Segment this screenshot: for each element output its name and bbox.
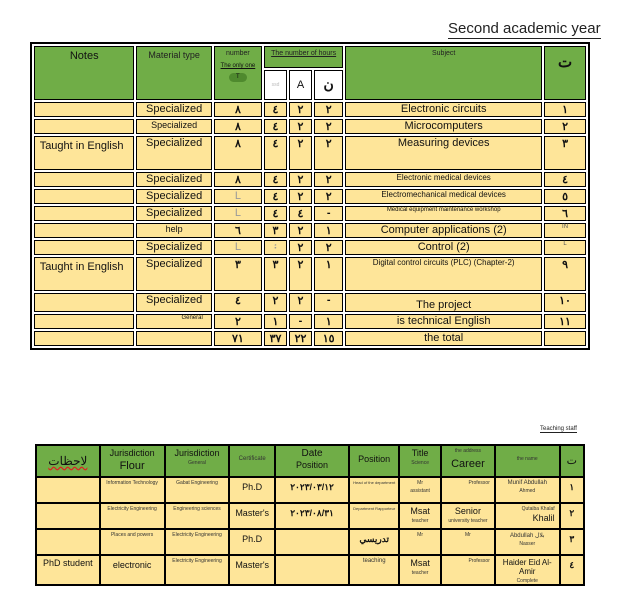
table-row — [34, 223, 586, 238]
row-type: Specialized — [136, 119, 211, 134]
row-hours-n: ١ — [314, 314, 343, 329]
row-hours-a: - — [289, 314, 312, 329]
row-hours-total: ٤ — [264, 102, 287, 117]
header-date: Date Position — [275, 445, 349, 477]
total-units: ٧١ — [214, 331, 262, 346]
header-certificate: Certificate — [229, 445, 274, 477]
header-index: ت — [544, 46, 586, 100]
row-hours-total: ٤ — [264, 172, 287, 187]
table-row — [36, 503, 584, 529]
row-index: ١١ — [544, 314, 586, 329]
row-type: Specialized — [136, 257, 211, 291]
row-notes — [34, 314, 134, 329]
row-type: Specialized — [136, 240, 211, 255]
row-hours-total: ١ — [264, 314, 287, 329]
row-hours-total: ٤ — [264, 189, 287, 204]
row-name-sub: Nasser — [519, 541, 536, 547]
row-subject: Computer applications (2) — [345, 223, 542, 238]
total-hours-total: ٣٧ — [264, 331, 287, 346]
row-hours-a: ٢ — [289, 119, 312, 134]
row-hours-a: ٢ — [289, 223, 312, 238]
header-position: Position — [349, 445, 399, 477]
row-type: Specialized — [136, 189, 211, 204]
row-index: ٦ — [544, 206, 586, 221]
row-title-sub: teacher — [411, 570, 429, 576]
row-subject: Medical equipment maintenance workshop — [345, 206, 542, 221]
row-type: help — [136, 223, 211, 238]
row-jurisdiction-general: Gabat Engineering — [176, 480, 218, 486]
row-jurisdiction-flour: Electricity Engineering — [107, 506, 157, 512]
row-index: ١٠ — [544, 293, 586, 312]
row-units: ٨ — [214, 102, 262, 117]
row-index: ٢ — [544, 119, 586, 134]
row-position: teaching — [362, 558, 386, 564]
row-date: ٢٠٢٣/٠٣/١٢ — [290, 482, 334, 492]
row-index: ٣ — [569, 534, 575, 544]
row-type: Specialized — [136, 102, 211, 117]
row-type: Specialized — [136, 206, 211, 221]
table-row — [34, 119, 586, 134]
row-certificate: Ph.D — [242, 482, 263, 492]
teaching-staff-table — [35, 444, 585, 586]
row-title: Msat — [410, 506, 430, 516]
row-hours-n: ١ — [314, 223, 343, 238]
row-units: L — [214, 206, 262, 221]
row-units: ٨ — [214, 172, 262, 187]
row-jurisdiction-general: Electricity Engineering — [172, 532, 222, 538]
row-name-sub: Ahmed — [519, 488, 536, 494]
table-row — [34, 240, 586, 255]
page-title: Second academic year — [448, 20, 601, 37]
row-notes — [36, 529, 100, 555]
row-notes — [34, 223, 134, 238]
total-index — [544, 331, 586, 346]
row-units: ٣ — [214, 257, 262, 291]
row-name-sub: Complete — [516, 578, 538, 584]
row-index: ٥ — [544, 189, 586, 204]
row-jurisdiction-flour: electronic — [112, 560, 152, 570]
table-row — [36, 555, 584, 585]
header-subject: Subject — [345, 46, 542, 100]
row-hours-total: ٤ — [264, 136, 287, 170]
row-index: ١ — [569, 482, 575, 492]
row-subject: Electronic medical devices — [345, 172, 542, 187]
row-subject: Measuring devices — [345, 136, 542, 170]
row-certificate: Master's — [235, 508, 270, 518]
row-subject: The project — [345, 293, 542, 312]
row-hours-a: ٢ — [289, 189, 312, 204]
header-notes: لاحظات — [36, 445, 100, 477]
row-jurisdiction-flour: Places and powers — [110, 532, 154, 538]
row-certificate: Ph.D — [242, 534, 263, 544]
row-hours-total: ٤ — [264, 119, 287, 134]
table-row — [34, 189, 586, 204]
header-notes: Notes — [34, 46, 134, 100]
row-certificate: Master's — [235, 560, 270, 570]
total-type — [136, 331, 211, 346]
table-row — [34, 314, 586, 329]
row-hours-total: ፡ — [264, 240, 287, 255]
row-units: ٨ — [214, 119, 262, 134]
row-date — [276, 530, 348, 534]
row-title-sub: teacher — [411, 518, 429, 524]
row-position: تدريسي — [359, 534, 389, 544]
row-type: General — [136, 314, 211, 329]
row-hours-total: ٤ — [264, 206, 287, 221]
total-hours-a: ٢٢ — [289, 331, 312, 346]
row-subject: Microcomputers — [345, 119, 542, 134]
row-index: ٣ — [544, 136, 586, 170]
row-units: ٢ — [214, 314, 262, 329]
row-index: IN — [544, 223, 586, 238]
row-name: Qutaiba Khalaf — [521, 506, 555, 512]
row-hours-total: ٣ — [264, 257, 287, 291]
row-notes — [34, 189, 134, 204]
row-units: ٨ — [214, 136, 262, 170]
header-hours-a: A — [289, 70, 312, 100]
row-notes — [34, 206, 134, 221]
header-hours: The number of hours — [264, 46, 343, 68]
table-row — [34, 257, 586, 291]
table-row — [34, 172, 586, 187]
row-title: Mr — [417, 532, 424, 538]
total-notes — [34, 331, 134, 346]
table-row — [34, 102, 586, 117]
row-notes — [34, 102, 134, 117]
row-subject: Digital control circuits (PLC) (Chapter-2) — [345, 257, 542, 291]
header-hours-total: ssd — [264, 70, 287, 100]
row-date — [276, 556, 348, 560]
row-index: ١ — [544, 102, 586, 117]
row-index: ٤ — [544, 172, 586, 187]
row-hours-n: ٢ — [314, 136, 343, 170]
header-index: ت — [560, 445, 584, 477]
row-type: Specialized — [136, 172, 211, 187]
row-notes — [34, 172, 134, 187]
row-type: Specialized — [136, 136, 211, 170]
row-units: L — [214, 240, 262, 255]
row-career: Mr — [465, 532, 471, 538]
table-row — [36, 529, 584, 555]
row-career: Professor — [468, 480, 490, 486]
row-notes — [36, 477, 100, 503]
row-subject: is technical English — [345, 314, 542, 329]
row-hours-a: ٢ — [289, 240, 312, 255]
row-title: Mr — [417, 480, 424, 486]
table-row — [34, 136, 586, 170]
row-hours-n: ٢ — [314, 240, 343, 255]
row-notes: Taught in English — [34, 257, 134, 291]
row-subject: Electromechanical medical devices — [345, 189, 542, 204]
row-title-sub: assistant — [410, 488, 430, 494]
row-notes: PhD student — [43, 558, 93, 568]
row-notes — [34, 240, 134, 255]
header-number: number The only one T — [214, 46, 262, 100]
row-jurisdiction-general: Electricity Engineering — [172, 558, 222, 564]
row-career: Professor — [468, 558, 490, 564]
row-units: ٤ — [214, 293, 262, 312]
row-position: Department Rapporteur — [353, 506, 396, 511]
row-hours-total: ٢ — [264, 293, 287, 312]
header-hours-n: ن — [314, 70, 343, 100]
row-index: L — [544, 240, 586, 255]
row-position: Head of the department — [353, 480, 396, 485]
row-hours-n: - — [314, 293, 343, 312]
row-name: Munif Abdullah — [507, 480, 547, 486]
header-jurisdiction-flour: Jurisdiction Flour — [100, 445, 165, 477]
row-date: ٢٠٢٣/٠٨/٣١ — [290, 508, 334, 518]
row-hours-n: ٢ — [314, 172, 343, 187]
row-hours-a: ٢ — [289, 257, 312, 291]
row-career: Senior — [454, 506, 481, 516]
row-type: Specialized — [136, 293, 211, 312]
row-career-sub: university teacher — [448, 518, 488, 524]
row-index: ٤ — [569, 560, 575, 570]
row-hours-a: ٢ — [289, 293, 312, 312]
row-jurisdiction-flour: Information Technology — [106, 480, 158, 486]
row-hours-n: ٢ — [314, 189, 343, 204]
row-name: Haider Eid Al-Amir — [502, 558, 552, 576]
row-notes — [34, 119, 134, 134]
row-subject: Control (2) — [345, 240, 542, 255]
row-hours-a: ٤ — [289, 206, 312, 221]
total-label: the total — [345, 331, 542, 346]
row-subject: Electronic circuits — [345, 102, 542, 117]
row-units: L — [214, 189, 262, 204]
table-row — [36, 477, 584, 503]
row-index: ٩ — [544, 257, 586, 291]
row-hours-n: ٢ — [314, 119, 343, 134]
header-name: the name — [495, 445, 560, 477]
row-notes — [36, 503, 100, 529]
header-material-type: Material type — [136, 46, 211, 100]
row-name-sub: Khalil — [532, 513, 555, 523]
row-jurisdiction-general: Engineering sciences — [173, 506, 221, 512]
total-hours-n: ١٥ — [314, 331, 343, 346]
header-jurisdiction-general: Jurisdiction General — [165, 445, 230, 477]
row-hours-n: ١ — [314, 257, 343, 291]
header-address: the address Career — [441, 445, 495, 477]
table-row — [34, 206, 586, 221]
row-hours-a: ٢ — [289, 172, 312, 187]
row-index: ٢ — [569, 508, 575, 518]
row-hours-a: ٢ — [289, 136, 312, 170]
header-title: Title Science — [399, 445, 441, 477]
total-row — [34, 331, 586, 346]
row-units: ٦ — [214, 223, 262, 238]
row-name: Abdullah بلال — [509, 533, 545, 539]
table-row — [34, 293, 586, 312]
curriculum-table — [30, 42, 590, 350]
row-hours-n: ٢ — [314, 102, 343, 117]
row-hours-total: ٣ — [264, 223, 287, 238]
row-hours-a: ٢ — [289, 102, 312, 117]
row-notes: Taught in English — [34, 136, 134, 170]
row-hours-n: - — [314, 206, 343, 221]
row-title: Msat — [410, 558, 430, 568]
staff-caption: Teaching staff — [540, 426, 577, 432]
row-notes — [34, 293, 134, 312]
number-pill: T — [229, 73, 247, 82]
